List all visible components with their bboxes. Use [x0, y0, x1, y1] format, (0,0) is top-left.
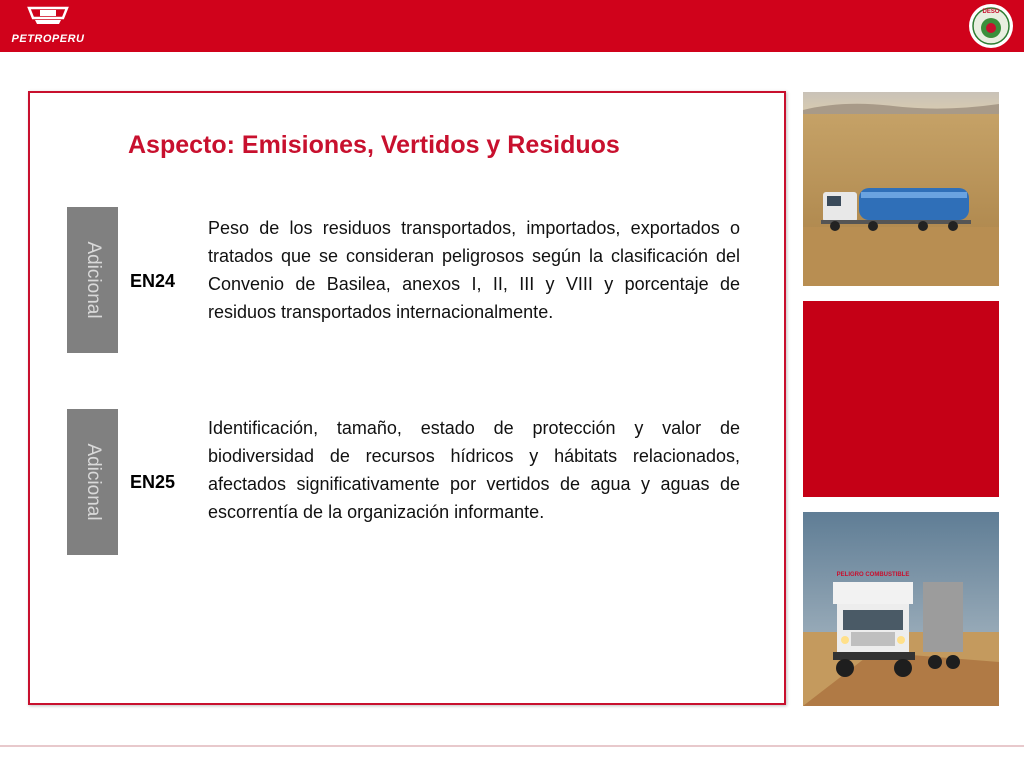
- tag-adicional-en25: [67, 409, 118, 555]
- indicator-description-en24: Peso de los residuos transportados, importados, exportados o tratados que se consideran peligrosos según la clasificación del Convenio de Basilea, anexos I, II, III y VIII y porcentaje de residuos transportados internacionalmente.: [208, 218, 740, 322]
- indicator-code-en25: EN25: [130, 472, 176, 492]
- fuel-truck-road-photo: [803, 512, 999, 706]
- badge-label: DESO: [982, 9, 1000, 15]
- red-accent-block: [803, 301, 999, 497]
- footer-divider: [0, 745, 1024, 747]
- tag-label: Adicional: [82, 241, 104, 319]
- indicator-code-en24: EN24: [130, 271, 176, 291]
- page-title: Aspecto: Emisiones, Vertidos y Residuos: [128, 131, 620, 159]
- tag-label: Adicional: [82, 443, 104, 521]
- truck-sign-text: PELIGRO COMBUSTIBLE: [836, 572, 910, 578]
- top-header-bar: [0, 0, 1024, 52]
- petroperu-emblem-icon: [25, 6, 71, 26]
- indicator-description-en25: Identificación, tamaño, estado de protección y valor de biodiversidad de recursos hídricos y hábitats relacionados, afectados significativamente por vertidos de agua y aguas de escorrentía de la organización informante.: [208, 418, 740, 522]
- logo-wordmark: PETROPERU: [11, 33, 85, 45]
- content-panel: [28, 91, 786, 705]
- tanker-truck-desert-photo: [803, 92, 999, 286]
- deso-seal-icon: [968, 3, 1014, 49]
- petroperu-logo: [8, 6, 88, 46]
- tag-adicional-en24: [67, 207, 118, 353]
